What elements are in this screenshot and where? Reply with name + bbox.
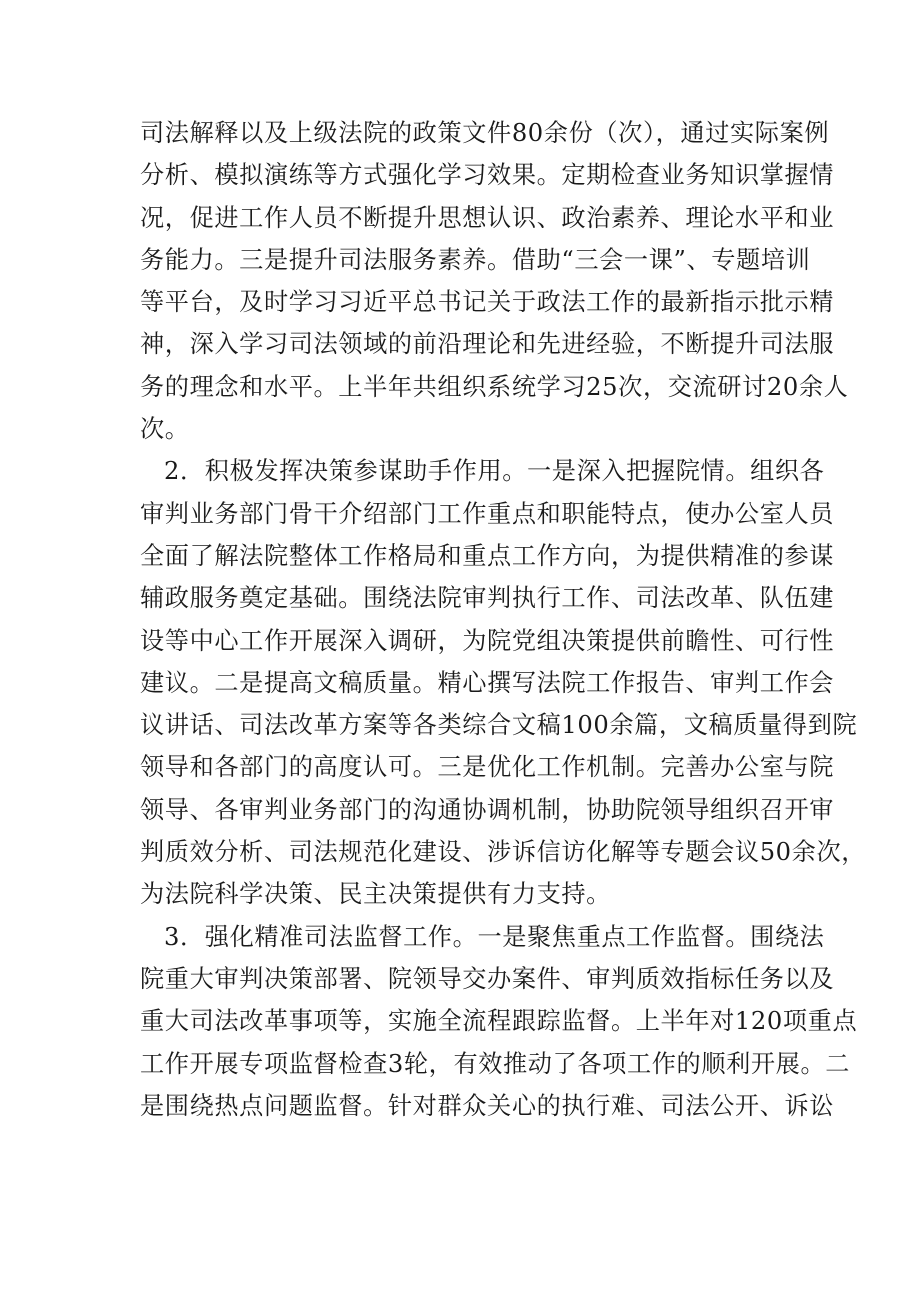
- text-line: 辅政服务奠定基础。围绕法院审判执行工作、司法改革、队伍建: [140, 584, 835, 613]
- text-line: 司法解释以及上级法院的政策文件80余份（次），通过实际案例: [140, 119, 830, 147]
- text-line: 审判业务部门骨干介绍部门工作重点和职能特点，使办公室人员: [140, 499, 835, 528]
- paragraph-2: [140, 450, 867, 915]
- body-text: [140, 112, 867, 1127]
- text-line: 设等中心工作开展深入调研，为院党组决策提供前瞻性、可行性: [140, 626, 835, 655]
- text-line: 工作开展专项监督检查3轮，有效推动了各项工作的顺利开展。二: [140, 1049, 851, 1078]
- text-line: 务的理念和水平。上半年共组织系统学习25次，交流研讨20余人: [140, 372, 849, 401]
- text-line: 为法院科学决策、民主决策提供有力支持。: [140, 880, 611, 909]
- text-line: 重大司法改革事项等，实施全流程跟踪监督。上半年对120项重点: [140, 1007, 858, 1036]
- text-line: 况，促进工作人员不断提升思想认识、政治素养、理论水平和业: [140, 203, 835, 232]
- text-line: 领导和各部门的高度认可。三是优化工作机制。完善办公室与院: [140, 753, 835, 782]
- text-line: 领导、各审判业务部门的沟通协调机制，协助院领导组织召开审: [140, 795, 835, 824]
- text-line: 建议。二是提高文稿质量。精心撰写法院工作报告、审判工作会: [140, 668, 835, 697]
- text-line: 务能力。三是提升司法服务素养。借助“三会一课”、专题培训: [140, 245, 811, 274]
- text-line: 次。: [140, 415, 190, 444]
- text-line: 院重大审判决策部署、院领导交办案件、审判质效指标任务以及: [140, 964, 835, 993]
- paragraph-1: [140, 112, 849, 450]
- paragraph-3: [140, 916, 858, 1127]
- text-line: 是围绕热点问题监督。针对群众关心的执行难、司法公开、诉讼: [140, 1091, 835, 1120]
- text-line: 全面了解法院整体工作格局和重点工作方向，为提供精准的参谋: [140, 541, 835, 570]
- text-line: 神，深入学习司法领域的前沿理论和先进经验，不断提升司法服: [140, 330, 835, 359]
- text-line: 3．强化精准司法监督工作。一是聚焦重点工作监督。围绕法: [164, 922, 825, 951]
- text-line: 判质效分析、司法规范化建设、涉诉信访化解等专题会议50余次，: [140, 838, 867, 867]
- text-line: 等平台，及时学习习近平总书记关于政法工作的最新指示批示精: [140, 288, 835, 317]
- text-line: 议讲话、司法改革方案等各类综合文稿100余篇，文稿质量得到院: [140, 711, 858, 740]
- text-line: 分析、模拟演练等方式强化学习效果。定期检查业务知识掌握情: [140, 161, 835, 190]
- text-line: 2．积极发挥决策参谋助手作用。一是深入把握院情。组织各: [164, 457, 825, 486]
